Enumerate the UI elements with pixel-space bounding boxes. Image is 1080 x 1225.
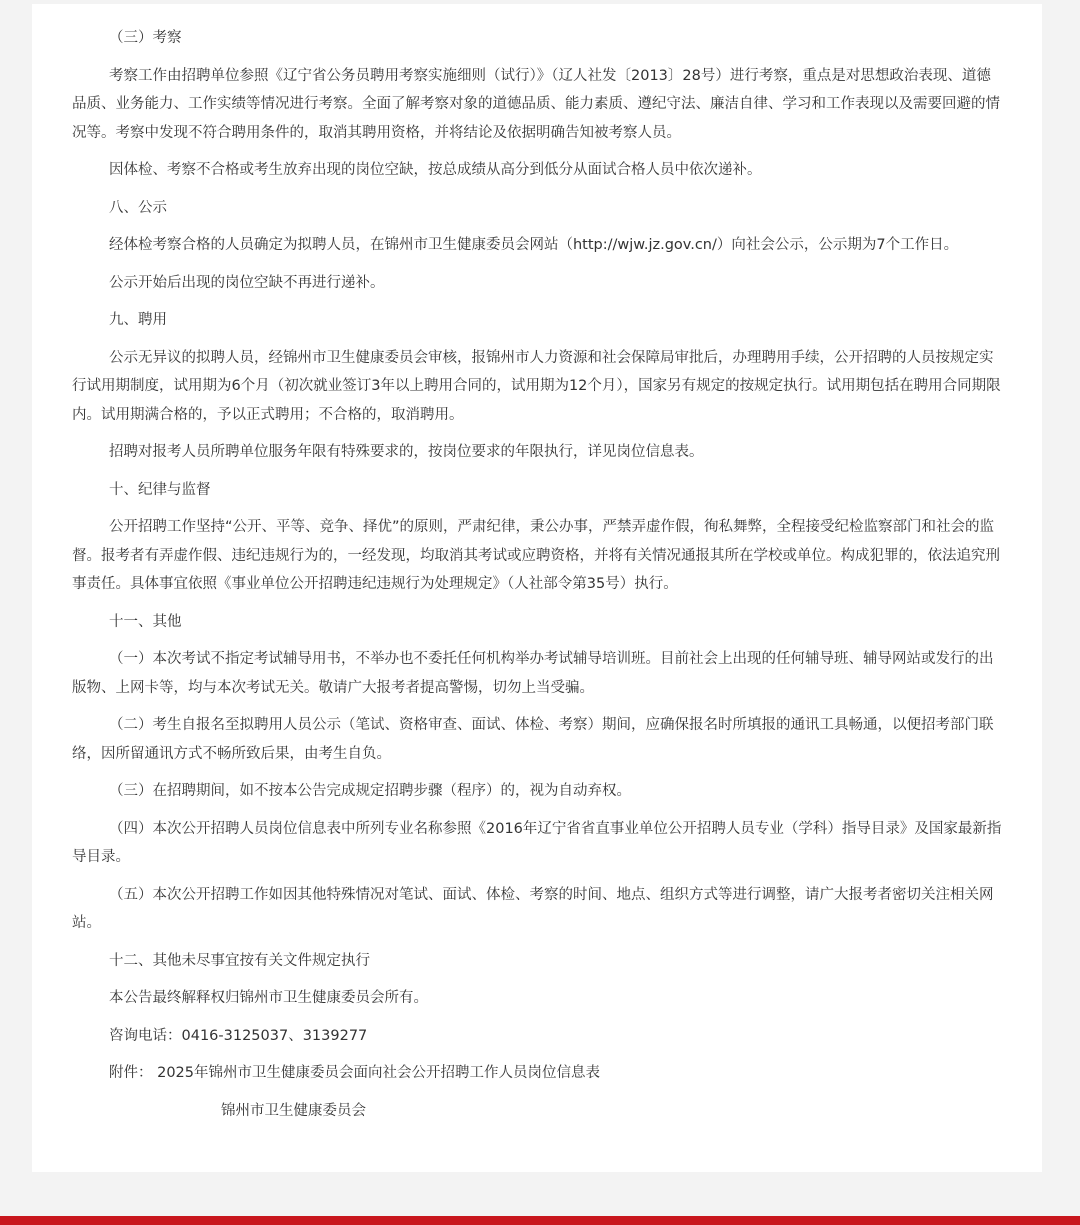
paragraph-employment-service-years: 招聘对报考人员所聘单位服务年限有特殊要求的，按岗位要求的年限执行，详见岗位信息表。: [109, 444, 704, 460]
section-heading-publicity: 八、公示: [109, 199, 167, 216]
paragraph-contact-phone: 咨询电话：0416-3125037、3139277: [109, 1027, 368, 1044]
paragraph-discipline-details: 公开招聘工作坚持“公开、平等、竞争、择优”的原则，严肃纪律，秉公办事，严禁弄虚作假，徇私舞弊，全程接受纪检监察部门和社会的监督。报考者有弄虚作假、违纪违规行为的，一经发现，均取消其考试或应聘资格，并将有关情况通报其所在学校或单位。构成犯罪的，依法追究刑事责任。具体事宜依照《事业单位公开招聘违纪违规行为处理规定》（人社部令第35号）执行。: [72, 519, 1000, 592]
article-content: [72, 24, 1002, 1134]
section-heading-inspection: （三）考察: [109, 30, 182, 46]
paragraph-other-2: （二）考生自报名至拟聘用人员公示（笔试、资格审查、面试、体检、考察）期间，应确保报名时所填报的通讯工具畅通，以便招考部门联络，因所留通讯方式不畅所致后果，由考生自负。: [72, 717, 994, 762]
paragraph-publicity-no-backfill: 公示开始后出现的岗位空缺不再进行递补。: [109, 274, 385, 291]
section-heading-employment: 九、聘用: [109, 312, 167, 328]
section-heading-discipline: 十、纪律与监督: [109, 481, 211, 498]
article-page: [32, 4, 1042, 1172]
paragraph-employment-probation: 公示无异议的拟聘人员，经锦州市卫生健康委员会审核，报锦州市人力资源和社会保障局审批后，办理聘用手续，公开招聘的人员按规定实行试用期制度，试用期为6个月（初次就业签订3年以上聘用合同的，试用期为12个月），国家另有规定的按规定执行。试用期包括在聘用合同期限内。试用期满合格的，予以正式聘用；不合格的，取消聘用。: [72, 349, 1001, 423]
paragraph-inspection-details: 考察工作由招聘单位参照《辽宁省公务员聘用考察实施细则（试行）》（辽人社发〔2013〕28号）进行考察，重点是对思想政治表现、道德品质、业务能力、工作实绩等情况进行考察。全面了解考察对象的道德品质、能力素质、遵纪守法、廉洁自律、学习和工作表现以及需要回避的情况等。考察中发现不符合聘用条件的，取消其聘用资格，并将结论及依据明确告知被考察人员。: [72, 67, 1000, 141]
paragraph-other-1: （一）本次考试不指定考试辅导用书，不举办也不委托任何机构举办考试辅导培训班。目前社会上出现的任何辅导班、辅导网站或发行的出版物、上网卡等，均与本次考试无关。敬请广大报考者提高警惕，切勿上当受骗。: [72, 651, 994, 696]
footer-accent-bar: [0, 1216, 1080, 1225]
section-heading-misc: 十二、其他未尽事宜按有关文件规定执行: [109, 952, 370, 969]
paragraph-publicity-website: 经体检考察合格的人员确定为拟聘人员，在锦州市卫生健康委员会网站（http://wjw.jz.gov.cn/）向社会公示，公示期为7个工作日。: [109, 237, 959, 253]
paragraph-other-4: （四）本次公开招聘人员岗位信息表中所列专业名称参照《2016年辽宁省省直事业单位公开招聘人员专业（学科）指导目录》及国家最新指导目录。: [72, 820, 1002, 865]
paragraph-interpretation: 本公告最终解释权归锦州市卫生健康委员会所有。: [109, 990, 428, 1006]
attachment-link[interactable]: 附件： 2025年锦州市卫生健康委员会面向社会公开招聘工作人员岗位信息表: [109, 1065, 601, 1081]
signature-organization: 锦州市卫生健康委员会: [221, 1102, 366, 1119]
paragraph-vacancy-backfill: 因体检、考察不合格或考生放弃出现的岗位空缺，按总成绩从高分到低分从面试合格人员中依次递补。: [109, 162, 762, 178]
paragraph-other-5: （五）本次公开招聘工作如因其他特殊情况对笔试、面试、体检、考察的时间、地点、组织方式等进行调整，请广大报考者密切关注相关网站。: [72, 886, 994, 931]
paragraph-other-3: （三）在招聘期间，如不按本公告完成规定招聘步骤（程序）的，视为自动弃权。: [109, 783, 631, 799]
section-heading-other: 十一、其他: [109, 613, 182, 630]
